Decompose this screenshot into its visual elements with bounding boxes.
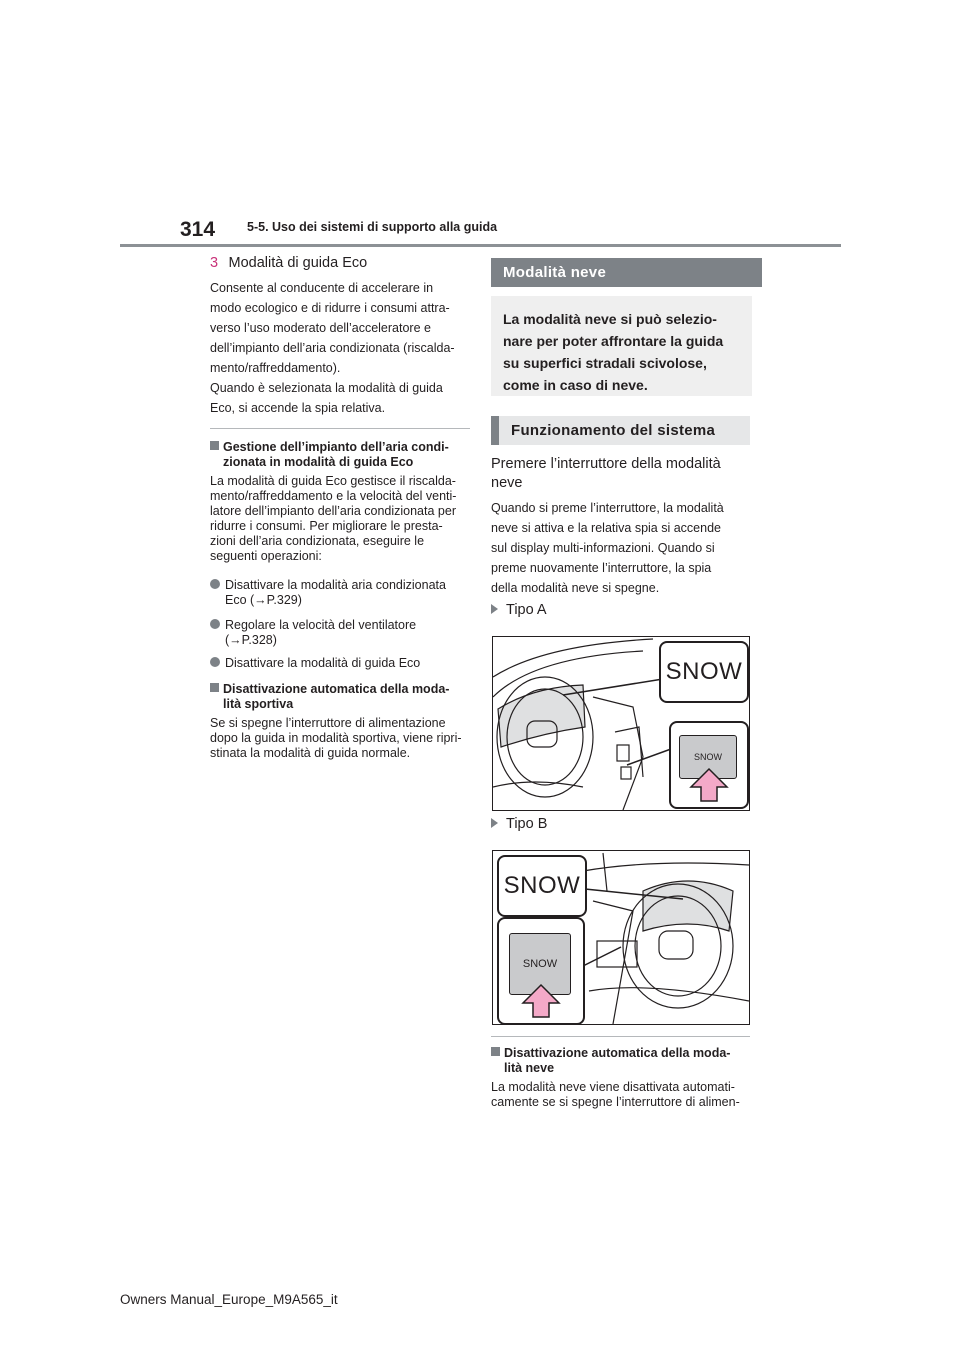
text-line: preme nuovamente l’interruttore, la spia [491, 561, 712, 575]
text-line: neve [491, 475, 523, 491]
text-line: sul display multi-informazioni. Quando si [491, 541, 715, 555]
snow-switch: SNOW [679, 735, 737, 779]
text-line: zionata in modalità di guida Eco [223, 455, 414, 469]
text-line: modo ecologico e di ridurre i consumi attra- [210, 301, 450, 315]
figure-type-b [492, 850, 750, 1025]
snow-switch-callout [497, 917, 585, 1025]
text-line: come in caso di neve. [503, 377, 648, 393]
text-line: Regolare la velocità del ventilatore [225, 618, 417, 632]
note1-title [210, 440, 470, 470]
type-a-label [491, 602, 750, 618]
item-title: Modalità di guida Eco [228, 255, 368, 271]
text-line: Tipo B [506, 816, 548, 832]
text-line: La modalità di guida Eco gestisce il riscalda- [210, 474, 456, 488]
text-line: Eco, si accende la spia relativa. [210, 401, 386, 415]
text-line: Premere l’interruttore della modalità [491, 456, 721, 472]
snow-switch: SNOW [509, 933, 571, 995]
text-line: Eco (→P.329) [225, 593, 302, 607]
press-arrow-icon [689, 767, 729, 803]
text-line: La modalità neve si può selezio- [503, 311, 717, 327]
item-number: 3 [210, 255, 219, 271]
text-line: della modalità neve si spegne. [491, 581, 660, 595]
bullet-3 [210, 656, 470, 671]
text-line: latore dell’impianto dell’aria condizionata per [210, 504, 456, 518]
text-line: mento/raffreddamento e la velocità del venti- [210, 489, 457, 503]
note-neve-body [491, 1080, 750, 1110]
figure-type-a [492, 636, 750, 811]
text-line: Disattivazione automatica della moda- [223, 682, 450, 696]
section-title: 5-5. Uso dei sistemi di supporto alla guida [247, 220, 498, 234]
text-line: neve si attiva e la relativa spia si accende [491, 521, 721, 535]
heading-funzionamento: Funzionamento del sistema [491, 416, 750, 445]
text-line: Disattivare la modalità di guida Eco [225, 656, 421, 670]
text-line: su superfici stradali scivolose, [503, 355, 707, 371]
triangle-bullet-icon [491, 604, 498, 614]
text-line: dell’impianto dell’aria condizionata (riscalda- [210, 341, 455, 355]
snow-indicator-callout: SNOW [497, 855, 587, 917]
text-line: zioni dell’aria condizionata, eseguire le [210, 534, 425, 548]
text-line: Disattivazione automatica della moda- [504, 1046, 731, 1060]
bullet-1 [210, 578, 470, 608]
item-heading [210, 254, 470, 272]
text-line: Tipo A [506, 602, 547, 618]
text-line: La modalità neve viene disattivata automati- [491, 1080, 735, 1094]
text-line: camente se si spegne l’interruttore di alimen- [491, 1095, 740, 1109]
bullet-2 [210, 618, 470, 648]
snow-switch-callout [669, 721, 749, 809]
op-body [491, 498, 750, 598]
note-divider [491, 1036, 750, 1037]
triangle-bullet-icon [491, 818, 498, 828]
text-line: (→P.328) [225, 633, 277, 647]
note2-title [210, 682, 470, 712]
text-line: nare per poter affrontare la guida [503, 333, 724, 349]
header-rule [120, 244, 841, 247]
snow-indicator-callout: SNOW [659, 641, 749, 703]
note1-body [210, 474, 470, 564]
note-divider [210, 428, 470, 429]
circle-bullet-icon [210, 619, 220, 629]
op-title [491, 455, 750, 493]
text-line: lità sportiva [223, 697, 294, 711]
text-line: mento/raffreddamento). [210, 361, 341, 375]
square-bullet-icon [210, 683, 219, 692]
press-arrow-icon [521, 983, 561, 1019]
page-number: 314 [180, 218, 216, 241]
type-b-label [491, 816, 750, 832]
heading-modalita-neve: Modalità neve [491, 258, 762, 287]
summary-box [491, 296, 752, 396]
text-line: Gestione dell’impianto dell’aria condi- [223, 440, 449, 454]
square-bullet-icon [210, 441, 219, 450]
text-line: verso l’uso moderato dell’acceleratore e [210, 321, 431, 335]
text-line: ridurre i consumi. Per migliorare le presta- [210, 519, 443, 533]
note2-body [210, 716, 470, 761]
text-line: seguenti operazioni: [210, 549, 322, 563]
text-line: Disattivare la modalità aria condizionata [225, 578, 446, 592]
item-body-2 [210, 378, 470, 418]
circle-bullet-icon [210, 579, 220, 589]
text-line: lità neve [504, 1061, 555, 1075]
text-line: Quando è selezionata la modalità di guida [210, 381, 443, 395]
text-line: dopo la guida in modalità sportiva, viene ripri- [210, 731, 462, 745]
item-body-1 [210, 278, 470, 378]
footer-text: Owners Manual_Europe_M9A565_it [120, 1292, 338, 1307]
circle-bullet-icon [210, 657, 220, 667]
text-line: Se si spegne l’interruttore di alimentazione [210, 716, 446, 730]
text-line: Quando si preme l’interruttore, la modalità [491, 501, 724, 515]
text-line: Consente al conducente di accelerare in [210, 281, 434, 295]
note-neve-title [491, 1046, 750, 1076]
square-bullet-icon [491, 1047, 500, 1056]
text-line: stinata la modalità di guida normale. [210, 746, 411, 760]
